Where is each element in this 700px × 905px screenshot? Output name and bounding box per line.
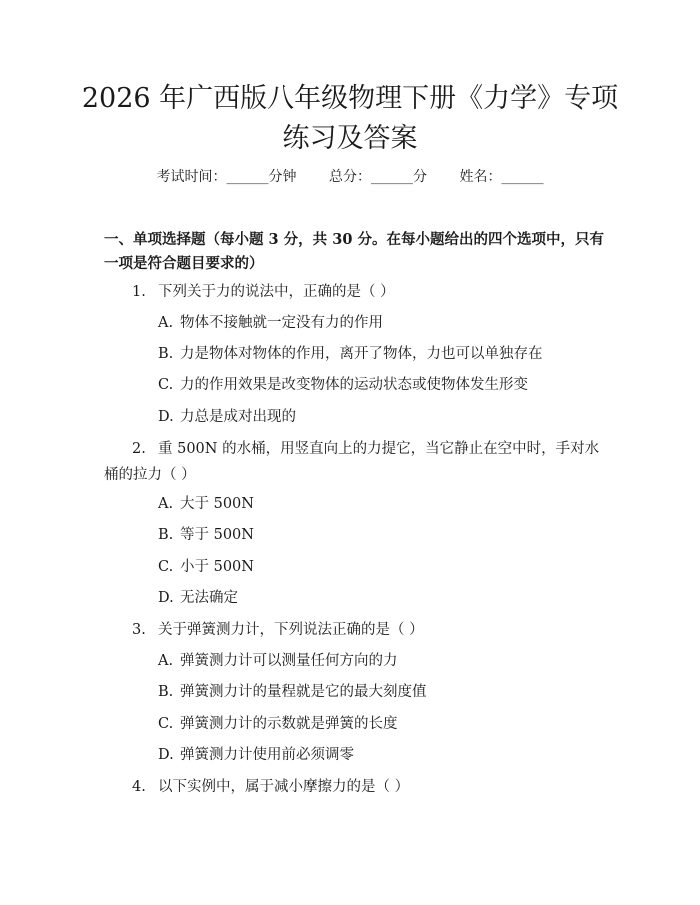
question-2-option-c <box>158 556 598 578</box>
option-text: 弹簧测力计使用前必须调零 <box>180 747 354 763</box>
question-1-option-b <box>158 343 598 365</box>
option-letter: D. <box>158 590 174 606</box>
question-2-option-d <box>158 587 598 609</box>
question-1-option-d <box>158 406 598 428</box>
question-text: 下列关于力的说法中，正确的是（ ） <box>158 284 395 300</box>
student-name: 姓名：______ <box>459 169 544 185</box>
question-number: 3. <box>132 622 146 638</box>
question-number: 2. <box>132 441 146 457</box>
option-text: 等于 500N <box>180 527 254 543</box>
question-1 <box>104 280 604 304</box>
option-letter: B. <box>158 684 174 700</box>
exam-info <box>0 167 700 187</box>
option-letter: C. <box>158 716 174 732</box>
option-letter: D. <box>158 409 174 425</box>
option-text: 力的作用效果是改变物体的运动状态或使物体发生形变 <box>180 377 528 393</box>
option-text: 力总是成对出现的 <box>180 409 296 425</box>
question-text: 以下实例中，属于减小摩擦力的是（ ） <box>158 779 410 795</box>
question-2-option-b <box>158 524 598 546</box>
question-3 <box>104 618 604 642</box>
question-number: 4. <box>132 779 146 795</box>
option-letter: C. <box>158 377 174 393</box>
question-4 <box>104 775 604 799</box>
option-letter: B. <box>158 346 174 362</box>
question-3-option-a <box>158 650 598 672</box>
option-text: 弹簧测力计可以测量任何方向的力 <box>180 653 398 669</box>
option-text: 弹簧测力计的示数就是弹簧的长度 <box>180 716 398 732</box>
question-text: 重 500N 的水桶，用竖直向上的力提它，当它静止在空中时，手对水桶的拉力（ ） <box>104 441 600 483</box>
option-text: 物体不接触就一定没有力的作用 <box>180 315 383 331</box>
question-number: 1. <box>132 284 146 300</box>
option-letter: B. <box>158 527 174 543</box>
total-score: 总分：______分 <box>329 169 427 185</box>
option-text: 大于 500N <box>180 496 254 512</box>
question-1-option-a <box>158 312 598 334</box>
option-letter: A. <box>158 653 174 669</box>
page-title: 2026 年广西版八年级物理下册《力学》专项 <box>81 83 619 114</box>
option-letter: D. <box>158 747 174 763</box>
option-text: 小于 500N <box>180 559 254 575</box>
question-text: 关于弹簧测力计，下列说法正确的是（ ） <box>158 622 424 638</box>
question-2-option-a <box>158 493 598 515</box>
option-letter: A. <box>158 496 174 512</box>
question-2 <box>104 436 602 488</box>
question-3-option-b <box>158 681 598 703</box>
exam-time: 考试时间：______分钟 <box>156 169 297 185</box>
option-letter: A. <box>158 315 174 331</box>
section-heading: 一、单项选择题（每小题 3 分，共 30 分。在每小题给出的四个选项中，只有一项是符合题目要求的） <box>104 231 604 272</box>
option-text: 无法确定 <box>180 590 238 606</box>
option-text: 弹簧测力计的量程就是它的最大刻度值 <box>180 684 427 700</box>
page-title-line2: 练习及答案 <box>282 123 418 154</box>
option-text: 力是物体对物体的作用，离开了物体，力也可以单独存在 <box>180 346 543 362</box>
question-3-option-d <box>158 744 598 766</box>
question-3-option-c <box>158 713 598 735</box>
option-letter: C. <box>158 559 174 575</box>
question-1-option-c <box>158 374 598 396</box>
